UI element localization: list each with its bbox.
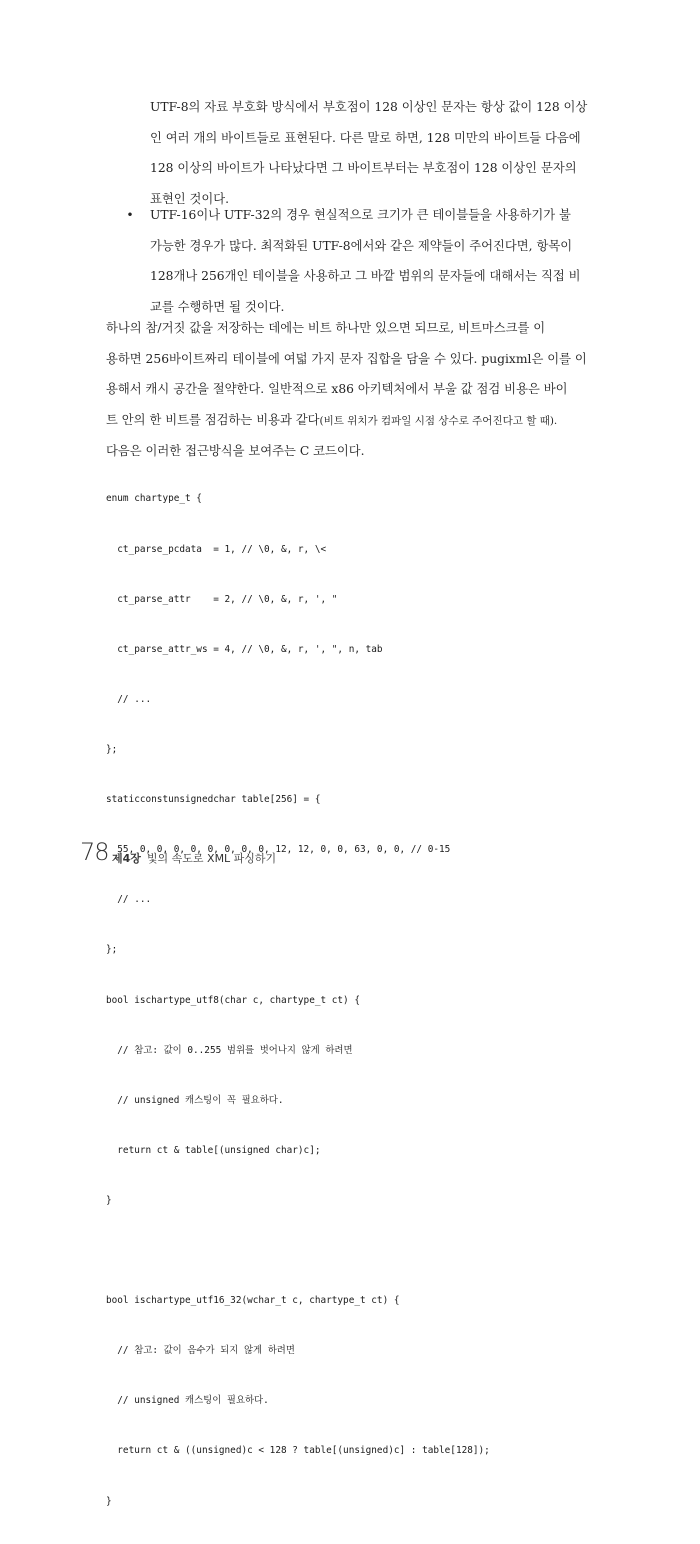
- text-line: 128개나 256개인 테이블을 사용하고 그 바깥 범위의 문자들에 대해서는 직접 비: [150, 269, 581, 283]
- chapter-number: 제4장: [112, 852, 141, 865]
- text-line: 인 여러 개의 바이트들로 표현된다. 다른 말로 하면, 128 미만의 바이트들 다음에: [150, 130, 581, 145]
- code-line: // unsigned 캐스팅이 필요하다.: [106, 1395, 269, 1407]
- code-line: return ct & table[(unsigned char)c];: [106, 1144, 321, 1156]
- parenthetical-note: (비트 위치가 컴파일 시점 상수로 주어진다고 할 때).: [319, 414, 558, 427]
- code-line: // unsigned 캐스팅이 꼭 필요하다.: [106, 1094, 284, 1106]
- code-line: ct_parse_attr = 2, // \0, &, r, ', ": [106, 593, 338, 605]
- body-paragraph: [106, 313, 587, 467]
- code-line: }: [106, 1495, 112, 1507]
- code-line: bool ischartype_utf8(char c, chartype_t ct) {: [106, 994, 360, 1006]
- code-line: };: [106, 743, 118, 755]
- text-line: 128 이상의 바이트가 나타났다면 그 바이트부터는 부호점이 128 이상인 문자의: [150, 161, 577, 175]
- text-line: 용하면 256바이트짜리 테이블에 여덟 가지 문자 집합을 담을 수 있다. pugixml은 이를 이: [106, 351, 587, 366]
- bullet-marker: •: [126, 208, 134, 222]
- code-line: return ct & ((unsigned)c < 128 ? table[(unsigned)c] : table[128]);: [106, 1445, 490, 1457]
- code-line: ct_parse_pcdata = 1, // \0, &, r, \<: [106, 543, 327, 555]
- text-line: 다음은 이러한 접근방식을 보여주는 C 코드이다.: [106, 444, 365, 458]
- text-line: 표현인 것이다.: [150, 191, 230, 206]
- code-line: // ...: [106, 693, 152, 705]
- code-line: bool ischartype_utf16_32(wchar_t c, chartype_t ct) {: [106, 1295, 400, 1307]
- text-fragment: 트 안의 한 비트를 점검하는 비용과 같다: [106, 412, 320, 427]
- code-line: // 참고: 값이 음수가 되지 않게 하려면: [106, 1345, 295, 1357]
- text-line: 용해서 캐시 공간을 절약한다. 일반적으로 x86 아키텍처에서 부울 값 점검 비용은 바이: [106, 382, 568, 396]
- code-line: // 참고: 값이 0..255 범위를 벗어나지 않게 하려면: [106, 1044, 353, 1056]
- text-line: [106, 405, 582, 437]
- bullet-text: [150, 200, 582, 322]
- text-line: UTF-8의 자료 부호화 방식에서 부호점이 128 이상인 문자는 항상 값이 128 이상: [150, 100, 588, 114]
- code-line: staticconstunsignedchar table[256] = {: [106, 794, 321, 806]
- code-line: };: [106, 944, 118, 956]
- code-line: // ...: [106, 894, 152, 906]
- text-line: 교를 수행하면 될 것이다.: [150, 299, 285, 314]
- code-line: 55, 0, 0, 0, 0, 0, 0, 0, 0, 12, 12, 0, 0, 63, 0, 0, // 0-15: [106, 844, 451, 856]
- chapter-title: 빛의 속도로 XML 파싱하기: [146, 852, 277, 865]
- code-line-blank: [106, 1243, 586, 1260]
- running-footer: [112, 850, 276, 866]
- text-line: 하나의 참/거짓 값을 저장하는 데에는 비트 하나만 있으면 되므로, 비트마스크를 이: [106, 321, 546, 335]
- code-line: }: [106, 1194, 112, 1206]
- code-block: [106, 458, 586, 1544]
- code-line: enum chartype_t {: [106, 493, 202, 505]
- code-line: ct_parse_attr_ws = 4, // \0, &, r, ', ", n, tab: [106, 643, 383, 655]
- continuation-text: [150, 92, 588, 214]
- text-line: 가능한 경우가 많다. 최적화된 UTF-8에서와 같은 제약들이 주어진다면, 항목이: [150, 238, 573, 253]
- text-line: UTF-16이나 UTF-32의 경우 현실적으로 크기가 큰 테이블들을 사용하기가 불: [150, 208, 571, 222]
- page-number: 78: [80, 838, 109, 866]
